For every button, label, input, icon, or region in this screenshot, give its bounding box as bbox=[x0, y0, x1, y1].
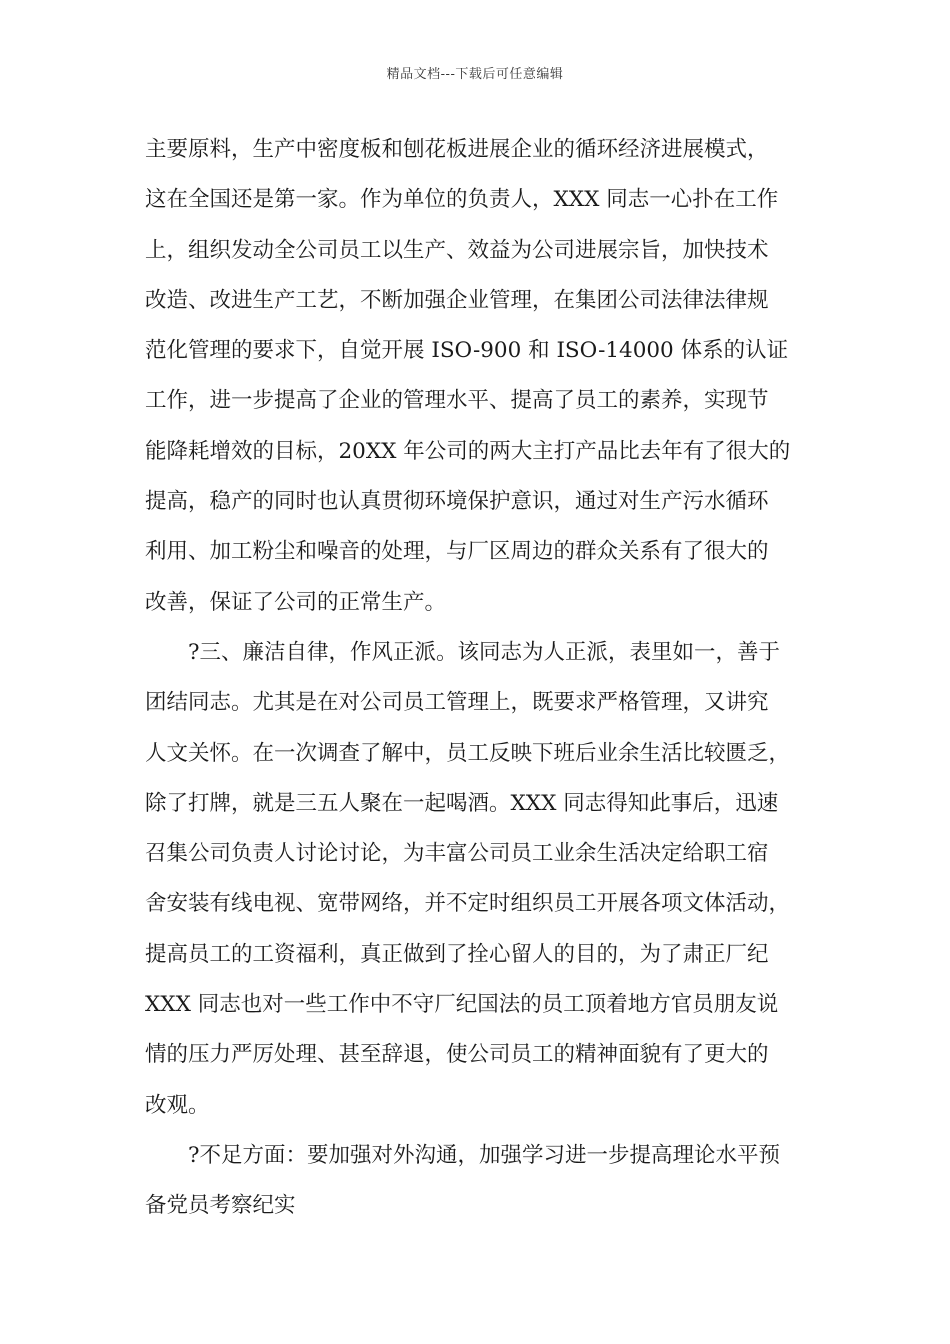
text-line: 工作，进一步提高了企业的管理水平、提高了员工的素养，实现节 bbox=[145, 388, 769, 414]
text-line: 除了打牌，就是三五人聚在一起喝酒。XXX 同志得知此事后，迅速 bbox=[145, 790, 779, 816]
document-body bbox=[145, 125, 815, 1232]
text-line: 召集公司负责人讨论讨论，为丰富公司员工业余生活决定给职工宿 bbox=[145, 841, 769, 867]
paragraph-start-line: ?不足方面：要加强对外沟通，加强学习进一步提高理论水平预 bbox=[188, 1142, 781, 1168]
page-header: 精品文档---下载后可任意编辑 bbox=[386, 67, 564, 82]
text-line: 人文关怀。在一次调查了解中，员工反映下班后业余生活比较匮乏， bbox=[145, 740, 791, 766]
text-line: 上，组织发动全公司员工以生产、效益为公司进展宗旨，加快技术 bbox=[145, 237, 769, 263]
text-line: 备党员考察纪实 bbox=[145, 1193, 296, 1219]
text-line: 舍安装有线电视、宽带网络，并不定时组织员工开展各项文体活动， bbox=[145, 891, 791, 917]
text-line: 提高员工的工资福利，真正做到了拴心留人的目的，为了肃正厂纪 bbox=[145, 941, 769, 967]
text-line: 提高，稳产的同时也认真贯彻环境保护意识，通过对生产污水循环 bbox=[145, 489, 769, 515]
paragraph-start-line: ?三、廉洁自律，作风正派。该同志为人正派，表里如一，善于 bbox=[188, 639, 781, 665]
text-line: 改善，保证了公司的正常生产。 bbox=[145, 589, 447, 615]
text-line: 利用、加工粉尘和噪音的处理，与厂区周边的群众关系有了很大的 bbox=[145, 539, 769, 565]
text-line: 这在全国还是第一家。作为单位的负责人，XXX 同志一心扑在工作 bbox=[145, 187, 779, 213]
text-line: XXX 同志也对一些工作中不守厂纪国法的员工顶着地方官员朋友说 bbox=[145, 992, 779, 1018]
text-line: 能降耗增效的目标，20XX 年公司的两大主打产品比去年有了很大的 bbox=[145, 438, 791, 464]
text-line: 改造、改进生产工艺，不断加强企业管理，在集团公司法律法律规 bbox=[145, 287, 769, 313]
text-line: 改观。 bbox=[145, 1092, 210, 1118]
text-line: 主要原料，生产中密度板和刨花板进展企业的循环经济进展模式， bbox=[145, 137, 769, 162]
text-line: 团结同志。尤其是在对公司员工管理上，既要求严格管理，又讲究 bbox=[145, 690, 769, 716]
text-line: 范化管理的要求下，自觉开展 ISO-900 和 ISO-14000 体系的认证 bbox=[145, 338, 789, 364]
text-line: 情的压力严厉处理、甚至辞退，使公司员工的精神面貌有了更大的 bbox=[145, 1042, 769, 1068]
